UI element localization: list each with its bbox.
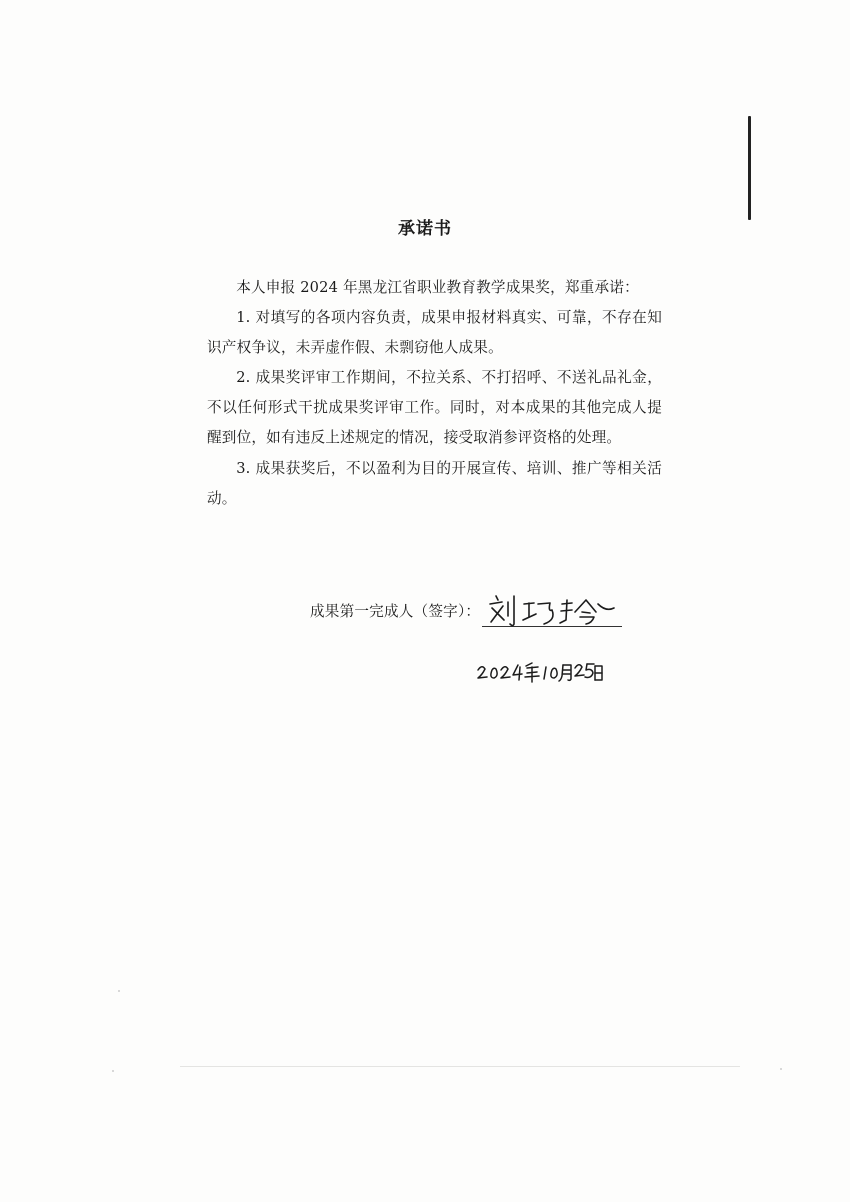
- signature-row: [310, 597, 622, 627]
- commitment-item-1: 1. 对填写的各项内容负责，成果申报材料真实、可靠，不存在知识产权争议，未弄虚作假、未剽窃他人成果。: [207, 309, 662, 357]
- commitment-item-2: 2. 成果奖评审工作期间，不拉关系、不打招呼、不送礼品礼金，不以任何形式干扰成果奖评审工作。同时，对本成果的其他完成人提醒到位，如有违反上述规定的情况，接受取消参评资格的处理。: [207, 369, 662, 447]
- scan-speck: [118, 990, 120, 992]
- commitment-item-3: 3. 成果获奖后，不以盈利为目的开展宣传、培训、推广等相关活动。: [207, 459, 662, 507]
- intro-paragraph: 本人申报 2024 年黑龙江省职业教育教学成果奖，郑重承诺：: [236, 279, 639, 296]
- signature-label: 成果第一完成人（签字）：: [310, 603, 481, 620]
- handwritten-signature: [482, 590, 622, 630]
- scan-edge-line: [748, 116, 751, 220]
- signature-line: [482, 598, 622, 627]
- document-title: 承诺书: [398, 219, 452, 239]
- scan-speck: [112, 1070, 114, 1072]
- handwritten-date: [476, 658, 604, 684]
- scan-bottom-shadow: [180, 1066, 740, 1067]
- scan-speck: [780, 1068, 782, 1070]
- document-body: [207, 273, 662, 514]
